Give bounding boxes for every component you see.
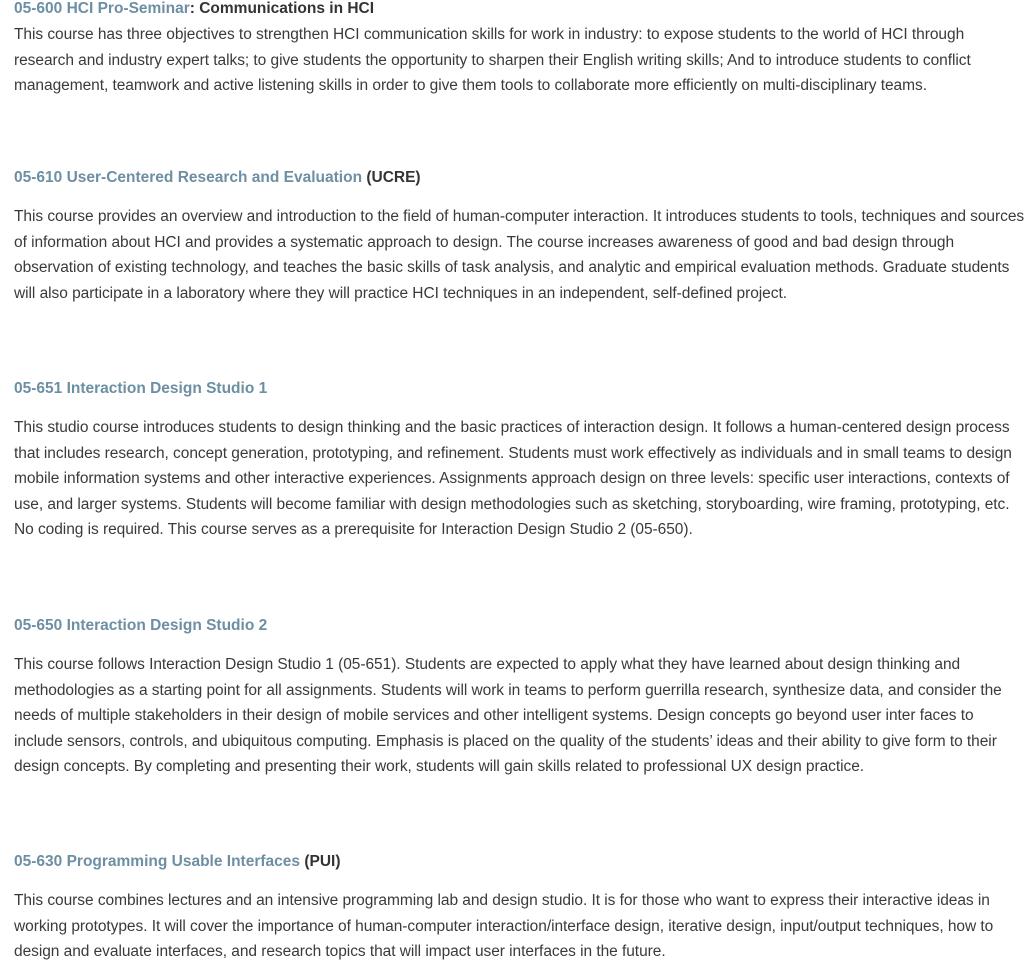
course-description: This studio course introduces students to design thinking and the basic practices of interaction design. It follows a human-centered design process that includes research, concept generation, prototyping, and refinement. Students must work effectively as individuals and in small teams to design mobile information systems and other interactive experiences. Assignments approach design on three levels: specific user interactions, contexts of use, and larger systems. Students will become familiar with design methodologies such as sketching, storyboarding, wire framing, prototyping, etc. No coding is required. This course serves as a prerequisite for Interaction Design Studio 2 (05-650). xyxy=(14,419,1012,539)
course-link-05-600[interactable]: 05-600 HCI Pro-Seminar xyxy=(14,0,190,17)
course-item-05-650 xyxy=(14,617,1026,780)
course-heading-suffix: : Communications in HCI xyxy=(189,0,375,17)
course-heading xyxy=(14,380,1026,398)
course-item-05-651 xyxy=(14,380,1026,543)
course-description: This course combines lectures and an intensive programming lab and design studio. It is for those who want to express their interactive ideas in working prototypes. It will cover the importance of human-computer interaction/interface design, iterative design, input/output techniques, how to design and evaluate interfaces, and research topics that will impact user interfaces in the future. xyxy=(14,892,994,961)
course-item-05-610 xyxy=(14,169,1026,306)
course-heading-suffix: (UCRE) xyxy=(362,169,421,186)
course-heading xyxy=(14,617,1026,635)
course-link-05-651[interactable]: 05-651 Interaction Design Studio 1 xyxy=(14,380,268,397)
course-description: This course provides an overview and introduction to the field of human-computer interaction. It introduces students to tools, techniques and sources of information about HCI and provides a systematic approach to design. The course increases awareness of good and bad design through observation of existing technology, and teaches the basic skills of task analysis, and analytic and empirical evaluation methods. Graduate students will also participate in a laboratory where they will practice HCI techniques in an independent, self-defined project. xyxy=(14,208,1025,302)
course-heading xyxy=(14,169,1026,187)
course-heading-suffix: (PUI) xyxy=(300,853,341,870)
course-description: This course has three objectives to strengthen HCI communication skills for work in industry: to expose students to the world of HCI through research and industry expert talks; to give students the opportunity to sharpen their English writing skills; And to introduce students to conflict management, teamwork and active listening skills in order to give them tools to collaborate more efficiently on multi-disciplinary teams. xyxy=(14,26,971,95)
course-item-05-600 xyxy=(14,0,1026,99)
course-heading xyxy=(14,0,1026,18)
course-link-05-610[interactable]: 05-610 User-Centered Research and Evaluation xyxy=(14,169,363,186)
course-link-05-650[interactable]: 05-650 Interaction Design Studio 2 xyxy=(14,617,268,634)
course-description: This course follows Interaction Design Studio 1 (05-651). Students are expected to apply what they have learned about design thinking and methodologies as a starting point for all assignments. Students will work in teams to perform guerrilla research, synthesize data, and consider the needs of multiple stakeholders in their design of mobile services and other intelligent systems. Design concepts go beyond user inter faces to include sensors, controls, and ubiquitous computing. Emphasis is placed on the quality of the students’ ideas and their ability to give form to their design concepts. By completing and presenting their work, students will gain skills related to professional UX design practice. xyxy=(14,656,1002,776)
course-heading xyxy=(14,853,1026,871)
course-item-05-630 xyxy=(14,853,1026,965)
course-link-05-630[interactable]: 05-630 Programming Usable Interfaces xyxy=(14,853,301,870)
